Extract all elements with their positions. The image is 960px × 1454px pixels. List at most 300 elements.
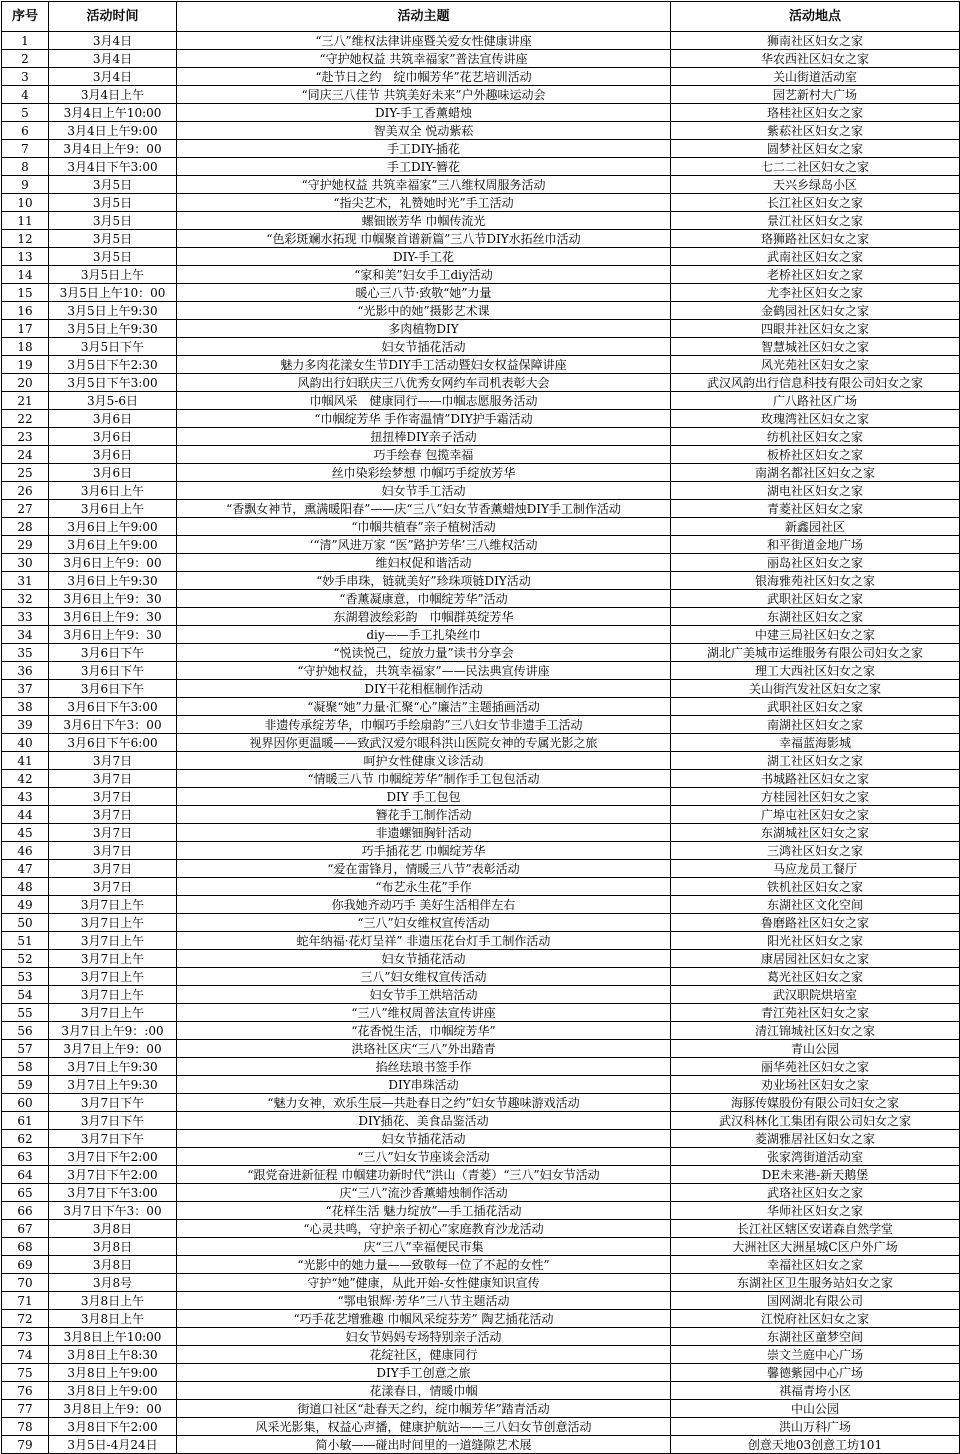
cell-place: 武汉职院烘培室: [671, 986, 960, 1004]
table-row: [2, 1130, 960, 1148]
table-row: [2, 698, 960, 716]
table-row: [2, 770, 960, 788]
cell-no: 27: [2, 500, 49, 518]
cell-time: 3月6日上午9：30: [49, 590, 177, 608]
cell-place: 关山街汽发社区妇女之家: [671, 680, 960, 698]
cell-place: 和平街道金地广场: [671, 536, 960, 554]
cell-place: 江悦府社区妇女之家: [671, 1310, 960, 1328]
cell-place: 青山公园: [671, 1040, 960, 1058]
cell-no: 64: [2, 1166, 49, 1184]
cell-no: 12: [2, 230, 49, 248]
cell-time: 3月8日上午9:00: [49, 1364, 177, 1382]
cell-theme: “跟党奋进新征程 巾帼建功新时代”洪山（青菱）“三八”妇女节活动: [177, 1166, 671, 1184]
table-row: [2, 158, 960, 176]
cell-theme: 街道口社区“赴春天之约，绽巾帼芳华”踏青活动: [177, 1400, 671, 1418]
cell-time: 3月7日: [49, 806, 177, 824]
cell-no: 68: [2, 1238, 49, 1256]
cell-theme: DIY干花相框制作活动: [177, 680, 671, 698]
cell-time: 3月7日上午: [49, 914, 177, 932]
cell-place: 铁机社区妇女之家: [671, 878, 960, 896]
cell-no: 50: [2, 914, 49, 932]
cell-place: 湖电社区妇女之家: [671, 482, 960, 500]
cell-place: 丽华苑社区妇女之家: [671, 1058, 960, 1076]
cell-time: 3月7日上午: [49, 986, 177, 1004]
table-row: [2, 608, 960, 626]
cell-time: 3月7日下午: [49, 1130, 177, 1148]
table-row: [2, 338, 960, 356]
cell-place: 国网湖北有限公司: [671, 1292, 960, 1310]
cell-no: 20: [2, 374, 49, 392]
cell-no: 74: [2, 1346, 49, 1364]
cell-no: 52: [2, 950, 49, 968]
cell-place: 创意天地03创意工坊101: [671, 1436, 960, 1454]
cell-place: 银海雅苑社区妇女之家: [671, 572, 960, 590]
table-row: [2, 680, 960, 698]
table-row: [2, 1040, 960, 1058]
cell-no: 76: [2, 1382, 49, 1400]
cell-theme: “三八”妇女维权宣传活动: [177, 914, 671, 932]
cell-theme: 妇女节手工活动: [177, 482, 671, 500]
cell-no: 33: [2, 608, 49, 626]
cell-theme: 丝巾染彩绘梦想 巾帼巧手绽放芳华: [177, 464, 671, 482]
table-row: [2, 914, 960, 932]
cell-theme: diy——手工扎染丝巾: [177, 626, 671, 644]
cell-time: 3月4日下午3:00: [49, 158, 177, 176]
cell-theme: 呵护女性健康义诊活动: [177, 752, 671, 770]
table-row: [2, 86, 960, 104]
cell-no: 10: [2, 194, 49, 212]
header-row: [2, 2, 960, 32]
cell-time: 3月8日: [49, 1220, 177, 1238]
cell-no: 22: [2, 410, 49, 428]
table-row: [2, 662, 960, 680]
cell-place: 东湖社区妇女之家: [671, 608, 960, 626]
cell-place: 幸福蓝海影城: [671, 734, 960, 752]
cell-time: 3月4日上午9：00: [49, 140, 177, 158]
cell-no: 21: [2, 392, 49, 410]
cell-time: 3月5日上午10：00: [49, 284, 177, 302]
cell-time: 3月5日下午2:30: [49, 356, 177, 374]
cell-theme: “巾帼绽芳华 手作寄温情”DIY护手霜活动: [177, 410, 671, 428]
cell-time: 3月7日上午9：00: [49, 1040, 177, 1058]
cell-theme: 东湖碧波绘彩韵 巾帼群英绽芳华: [177, 608, 671, 626]
table-row: [2, 1112, 960, 1130]
table-row: [2, 1004, 960, 1022]
cell-no: 25: [2, 464, 49, 482]
cell-place: 马应龙员工餐厅: [671, 860, 960, 878]
cell-time: 3月7日: [49, 842, 177, 860]
cell-no: 2: [2, 50, 49, 68]
cell-place: 圆梦社区妇女之家: [671, 140, 960, 158]
cell-time: 3月7日: [49, 860, 177, 878]
cell-time: 3月6日上午9：00: [49, 554, 177, 572]
cell-theme: “魅力女神，欢乐生辰—共赴春日之约”妇女节趣味游戏活动: [177, 1094, 671, 1112]
cell-no: 34: [2, 626, 49, 644]
cell-time: 3月5日下午: [49, 338, 177, 356]
cell-time: 3月4日上午9:00: [49, 122, 177, 140]
cell-place: 南湖社区妇女之家: [671, 716, 960, 734]
cell-place: 鲁磨路社区妇女之家: [671, 914, 960, 932]
cell-theme: 三八”妇女维权宣传活动: [177, 968, 671, 986]
cell-time: 3月5日: [49, 212, 177, 230]
cell-no: 32: [2, 590, 49, 608]
cell-theme: 掐丝珐琅书签手作: [177, 1058, 671, 1076]
cell-place: 中山公园: [671, 1400, 960, 1418]
cell-no: 17: [2, 320, 49, 338]
cell-place: 幸福社区妇女之家: [671, 1256, 960, 1274]
cell-time: 3月7日上午: [49, 932, 177, 950]
cell-no: 31: [2, 572, 49, 590]
table-row: [2, 50, 960, 68]
table-row: [2, 1184, 960, 1202]
table-row: [2, 302, 960, 320]
cell-place: 东湖社区卫生服务站妇女之家: [671, 1274, 960, 1292]
cell-theme: 风韵出行妇联庆三八优秀女网约车司机表彰大会: [177, 374, 671, 392]
table-row: [2, 752, 960, 770]
cell-no: 23: [2, 428, 49, 446]
table-row: [2, 428, 960, 446]
cell-no: 46: [2, 842, 49, 860]
table-row: [2, 1022, 960, 1040]
cell-place: 青江苑社区妇女之家: [671, 1004, 960, 1022]
cell-no: 41: [2, 752, 49, 770]
cell-no: 4: [2, 86, 49, 104]
cell-time: 3月7日下午2:00: [49, 1148, 177, 1166]
cell-time: 3月6日: [49, 446, 177, 464]
cell-time: 3月6日下午: [49, 662, 177, 680]
cell-place: 三鸿社区妇女之家: [671, 842, 960, 860]
cell-time: 3月7日下午3：00: [49, 1202, 177, 1220]
cell-time: 3月5日-4月24日: [49, 1436, 177, 1454]
cell-no: 61: [2, 1112, 49, 1130]
cell-theme: 蛇年纳福·花灯呈祥” 非遗压花台灯手工制作活动: [177, 932, 671, 950]
cell-time: 3月6日上午9:00: [49, 518, 177, 536]
cell-no: 37: [2, 680, 49, 698]
cell-no: 53: [2, 968, 49, 986]
cell-time: 3月7日: [49, 878, 177, 896]
cell-place: 珞狮路社区妇女之家: [671, 230, 960, 248]
table-row: [2, 500, 960, 518]
cell-time: 3月8日上午9：00: [49, 1400, 177, 1418]
cell-no: 13: [2, 248, 49, 266]
cell-theme: 妇女节插花活动: [177, 338, 671, 356]
cell-theme: 扭扭棒DIY亲子活动: [177, 428, 671, 446]
table-row: [2, 968, 960, 986]
table-row: [2, 860, 960, 878]
cell-place: 玫瑰湾社区妇女之家: [671, 410, 960, 428]
cell-place: 长江社区辖区安诺森自然学堂: [671, 1220, 960, 1238]
cell-place: 大洲社区大洲星城C区户外广场: [671, 1238, 960, 1256]
cell-theme: 视界因你更温暖——致武汉爱尔眼科洪山医院女神的专属光影之旅: [177, 734, 671, 752]
cell-place: 康居园社区妇女之家: [671, 950, 960, 968]
cell-theme: 暖心三八节·致敬“她”力量: [177, 284, 671, 302]
cell-theme: DIY-手工花: [177, 248, 671, 266]
cell-no: 57: [2, 1040, 49, 1058]
cell-time: 3月5日上午: [49, 266, 177, 284]
table-row: [2, 122, 960, 140]
table-row: [2, 1382, 960, 1400]
cell-time: 3月5日: [49, 230, 177, 248]
table-row: [2, 734, 960, 752]
table-row: [2, 1148, 960, 1166]
cell-place: 湖工社区妇女之家: [671, 752, 960, 770]
cell-theme: “家和美”妇女手工diy活动: [177, 266, 671, 284]
cell-time: 3月6日上午9：30: [49, 608, 177, 626]
cell-theme: 螺钿嵌芳华 巾帼传流光: [177, 212, 671, 230]
table-row: [2, 104, 960, 122]
table-row: [2, 1094, 960, 1112]
table-row: [2, 878, 960, 896]
cell-time: 3月8日下午2:00: [49, 1418, 177, 1436]
cell-theme: 维妇权促和谐活动: [177, 554, 671, 572]
cell-place: 南湖名都社区妇女之家: [671, 464, 960, 482]
cell-theme: “妙手串珠，链就美好”珍珠项链DIY活动: [177, 572, 671, 590]
cell-time: 3月6日上午9:30: [49, 572, 177, 590]
cell-place: 板桥社区妇女之家: [671, 446, 960, 464]
cell-no: 72: [2, 1310, 49, 1328]
table-row: [2, 284, 960, 302]
cell-theme: DIY串珠活动: [177, 1076, 671, 1094]
cell-place: 珞桂社区妇女之家: [671, 104, 960, 122]
cell-theme: “香薰凝康意，巾帼绽芳华”活动: [177, 590, 671, 608]
cell-no: 79: [2, 1436, 49, 1454]
table-row: [2, 356, 960, 374]
cell-theme: 巧手插花艺 巾帼绽芳华: [177, 842, 671, 860]
table-row: [2, 824, 960, 842]
cell-time: 3月7日上午: [49, 1004, 177, 1022]
cell-time: 3月6日上午9：30: [49, 626, 177, 644]
cell-place: 四眼井社区妇女之家: [671, 320, 960, 338]
header-no: 序号: [2, 2, 49, 32]
cell-time: 3月7日上午9:30: [49, 1058, 177, 1076]
cell-place: 海豚传媒股份有限公司妇女之家: [671, 1094, 960, 1112]
cell-theme: “情暖三八节 巾帼绽芳华”制作手工包包活动: [177, 770, 671, 788]
cell-place: 新鑫园社区: [671, 518, 960, 536]
cell-theme: 洪珞社区庆“三八”外出踏青: [177, 1040, 671, 1058]
cell-time: 3月7日下午2:00: [49, 1166, 177, 1184]
cell-time: 3月6日下午3:00: [49, 698, 177, 716]
cell-theme: “指尖艺术，礼赞她时光”手工活动: [177, 194, 671, 212]
cell-theme: “光影中的她”摄影艺术课: [177, 302, 671, 320]
cell-time: 3月4日: [49, 32, 177, 50]
cell-no: 14: [2, 266, 49, 284]
cell-no: 75: [2, 1364, 49, 1382]
cell-place: 武汉风韵出行信息科技有限公司妇女之家: [671, 374, 960, 392]
cell-theme: 庆“三八”幸福便民市集: [177, 1238, 671, 1256]
cell-place: 中建三局社区妇女之家: [671, 626, 960, 644]
cell-place: 华农西社区妇女之家: [671, 50, 960, 68]
cell-place: 东湖社区童梦空间: [671, 1328, 960, 1346]
cell-place: 武汉科林化工集团有限公司妇女之家: [671, 1112, 960, 1130]
table-row: [2, 1076, 960, 1094]
cell-theme: “同庆三八佳节 共筑美好未来”户外趣味运动会: [177, 86, 671, 104]
cell-no: 42: [2, 770, 49, 788]
table-row: [2, 1364, 960, 1382]
cell-theme: 你我她齐动巧手 美好生活相伴左右: [177, 896, 671, 914]
cell-time: 3月7日: [49, 770, 177, 788]
cell-time: 3月8日: [49, 1256, 177, 1274]
cell-time: 3月7日下午3:00: [49, 1184, 177, 1202]
table-row: [2, 1310, 960, 1328]
cell-time: 3月5-6日: [49, 392, 177, 410]
cell-time: 3月7日下午: [49, 1112, 177, 1130]
cell-no: 73: [2, 1328, 49, 1346]
cell-time: 3月5日下午3:00: [49, 374, 177, 392]
cell-place: DE未来港-新天鹅堡: [671, 1166, 960, 1184]
table-row: [2, 320, 960, 338]
cell-time: 3月6日下午6:00: [49, 734, 177, 752]
cell-time: 3月6日上午9:00: [49, 536, 177, 554]
cell-place: 崇文兰庭中心广场: [671, 1346, 960, 1364]
cell-theme: “守护她权益 共筑幸福家”三八维权周服务活动: [177, 176, 671, 194]
cell-no: 36: [2, 662, 49, 680]
cell-time: 3月7日: [49, 752, 177, 770]
table-row: [2, 626, 960, 644]
cell-theme: 手工DIY-簪花: [177, 158, 671, 176]
cell-time: 3月6日: [49, 428, 177, 446]
cell-theme: DIY-手工香薰蜡烛: [177, 104, 671, 122]
cell-place: 方桂园社区妇女之家: [671, 788, 960, 806]
cell-place: 广八路社区广场: [671, 392, 960, 410]
cell-place: 华师社区妇女之家: [671, 1202, 960, 1220]
cell-theme: 簪花手工制作活动: [177, 806, 671, 824]
table-row: [2, 1436, 960, 1454]
cell-no: 66: [2, 1202, 49, 1220]
cell-no: 49: [2, 896, 49, 914]
cell-no: 8: [2, 158, 49, 176]
table-row: [2, 1166, 960, 1184]
cell-theme: DIY 手工包包: [177, 788, 671, 806]
table-row: [2, 716, 960, 734]
cell-place: 葛光社区妇女之家: [671, 968, 960, 986]
cell-theme: 守护“她”健康，从此开始-女性健康知识宣传: [177, 1274, 671, 1292]
table-row: [2, 644, 960, 662]
cell-time: 3月6日下午3：00: [49, 716, 177, 734]
cell-time: 3月6日下午: [49, 680, 177, 698]
cell-place: 祺福青垮小区: [671, 1382, 960, 1400]
cell-no: 59: [2, 1076, 49, 1094]
table-row: [2, 572, 960, 590]
cell-place: 书城路社区妇女之家: [671, 770, 960, 788]
cell-no: 77: [2, 1400, 49, 1418]
table-row: [2, 1220, 960, 1238]
cell-theme: 智美双全 悦动紫菘: [177, 122, 671, 140]
cell-no: 67: [2, 1220, 49, 1238]
cell-time: 3月5日: [49, 248, 177, 266]
table-row: [2, 212, 960, 230]
cell-no: 71: [2, 1292, 49, 1310]
cell-time: 3月7日上午: [49, 950, 177, 968]
cell-place: 狮南社区妇女之家: [671, 32, 960, 50]
cell-no: 62: [2, 1130, 49, 1148]
cell-no: 58: [2, 1058, 49, 1076]
table-row: [2, 140, 960, 158]
cell-no: 47: [2, 860, 49, 878]
events-table: [1, 1, 960, 1454]
cell-place: 天兴乡绿岛小区: [671, 176, 960, 194]
cell-theme: “花样生活 魅力绽放”—手工插花活动: [177, 1202, 671, 1220]
cell-theme: 妇女节手工烘培活动: [177, 986, 671, 1004]
cell-theme: “鄂电银辉·芳华”三八节主题活动: [177, 1292, 671, 1310]
cell-theme: DIY插花、美食品鉴活动: [177, 1112, 671, 1130]
cell-no: 51: [2, 932, 49, 950]
cell-theme: “巾帼共植春”亲子植树活动: [177, 518, 671, 536]
cell-no: 54: [2, 986, 49, 1004]
cell-place: 关山街道活动室: [671, 68, 960, 86]
table-row: [2, 1346, 960, 1364]
table-row: [2, 410, 960, 428]
cell-no: 40: [2, 734, 49, 752]
cell-place: 武南社区妇女之家: [671, 248, 960, 266]
cell-place: 风光苑社区妇女之家: [671, 356, 960, 374]
cell-theme: “布艺永生花”手作: [177, 878, 671, 896]
cell-place: 劝业场社区妇女之家: [671, 1076, 960, 1094]
table-row: [2, 1328, 960, 1346]
table-row: [2, 518, 960, 536]
table-row: [2, 1058, 960, 1076]
cell-no: 48: [2, 878, 49, 896]
table-row: [2, 536, 960, 554]
cell-place: 清江锦城社区妇女之家: [671, 1022, 960, 1040]
cell-theme: 多肉植物DIY: [177, 320, 671, 338]
table-row: [2, 230, 960, 248]
cell-place: 湖北广美城市运维服务有限公司妇女之家: [671, 644, 960, 662]
cell-theme: “爱在雷锋月，情暖三八节”表彰活动: [177, 860, 671, 878]
cell-place: 张家湾街道活动室: [671, 1148, 960, 1166]
cell-place: 武职社区妇女之家: [671, 590, 960, 608]
cell-place: 丽岛社区妇女之家: [671, 554, 960, 572]
cell-theme: 非遗螺钿胸针活动: [177, 824, 671, 842]
cell-theme: “三八”维权周普法宣传讲座: [177, 1004, 671, 1022]
cell-theme: “守护她权益 共筑幸福家”普法宣传讲座: [177, 50, 671, 68]
cell-no: 43: [2, 788, 49, 806]
cell-no: 29: [2, 536, 49, 554]
cell-theme: 风采光影集，权益心声播，健康护航站——三八妇女节创意活动: [177, 1418, 671, 1436]
table-row: [2, 68, 960, 86]
cell-no: 7: [2, 140, 49, 158]
table-row: [2, 392, 960, 410]
table-row: [2, 176, 960, 194]
cell-time: 3月7日上午: [49, 896, 177, 914]
cell-time: 3月7日上午9:30: [49, 1076, 177, 1094]
table-row: [2, 194, 960, 212]
cell-place: 馨德紫园中心广场: [671, 1364, 960, 1382]
cell-time: 3月7日: [49, 824, 177, 842]
cell-time: 3月7日下午: [49, 1094, 177, 1112]
cell-theme: “悦读悦己，绽放力量”读书分享会: [177, 644, 671, 662]
cell-no: 69: [2, 1256, 49, 1274]
table-row: [2, 1274, 960, 1292]
table-row: [2, 1418, 960, 1436]
table-row: [2, 896, 960, 914]
cell-place: 老桥社区妇女之家: [671, 266, 960, 284]
cell-no: 45: [2, 824, 49, 842]
cell-time: 3月5日上午9:30: [49, 320, 177, 338]
cell-time: 3月4日上午: [49, 86, 177, 104]
cell-time: 3月7日上午9：:00: [49, 1022, 177, 1040]
cell-no: 56: [2, 1022, 49, 1040]
table-row: [2, 1238, 960, 1256]
table-row: [2, 950, 960, 968]
cell-theme: 花绽社区，健康同行: [177, 1346, 671, 1364]
table-row: [2, 932, 960, 950]
table-row: [2, 1292, 960, 1310]
table-row: [2, 248, 960, 266]
table-row: [2, 266, 960, 284]
cell-time: 3月8号: [49, 1274, 177, 1292]
cell-place: 广埠屯社区妇女之家: [671, 806, 960, 824]
cell-no: 39: [2, 716, 49, 734]
